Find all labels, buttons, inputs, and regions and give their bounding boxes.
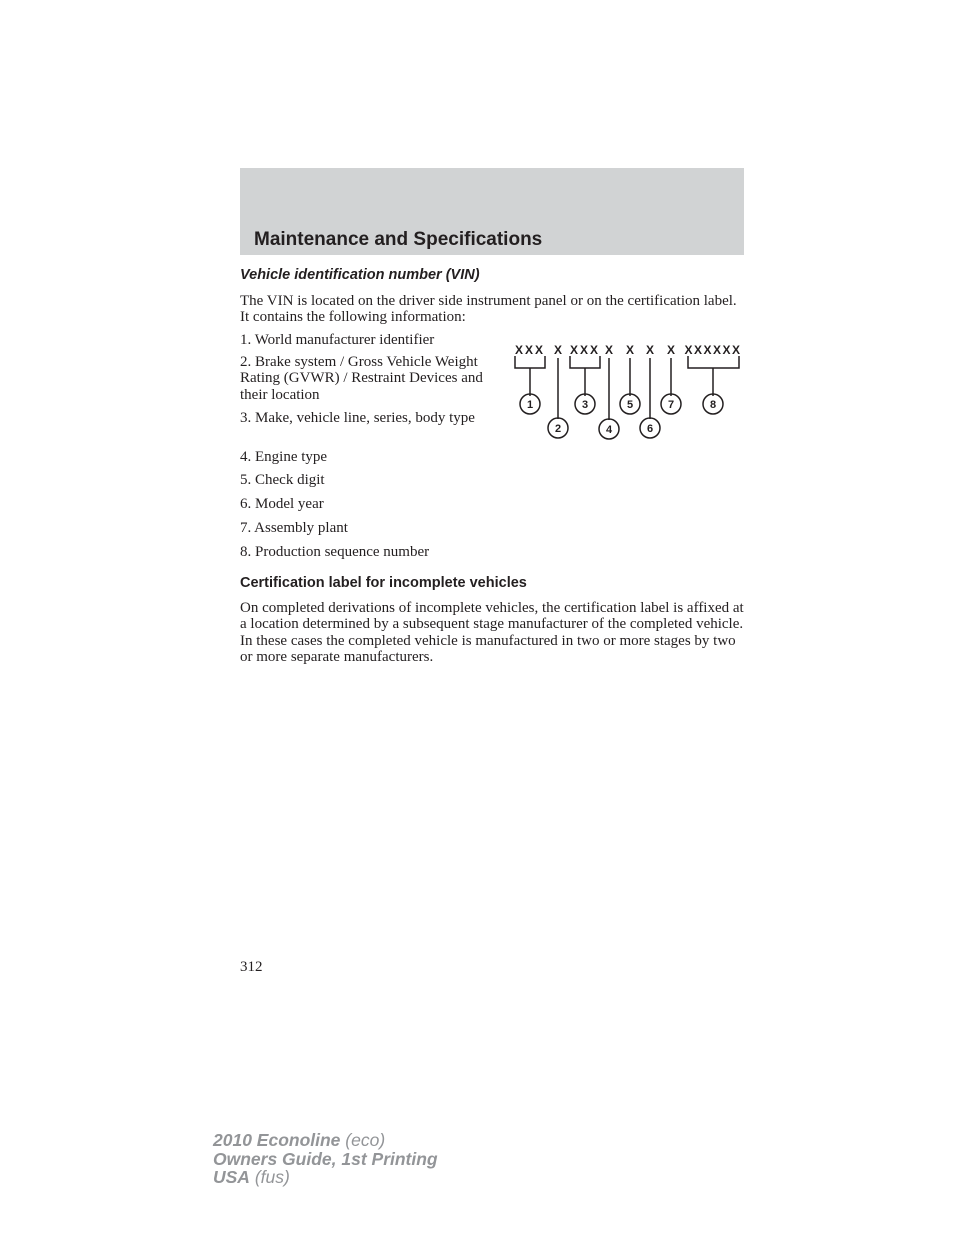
callout-4: 4 bbox=[605, 424, 613, 436]
vin-group-5: X bbox=[625, 343, 635, 357]
vin-intro-paragraph: The VIN is located on the driver side instrument panel or on the certification label. It contains the following information: bbox=[240, 293, 737, 326]
list-item: 5. Check digit bbox=[240, 472, 325, 488]
vin-group-4: X bbox=[604, 343, 614, 357]
list-item: 3. Make, vehicle line, series, body type bbox=[240, 410, 475, 426]
list-item: 4. Engine type bbox=[240, 449, 328, 465]
vin-section-title: Vehicle identification number (VIN) bbox=[240, 267, 480, 283]
footer-printing: Owners Guide, 1st Printing bbox=[213, 1148, 438, 1169]
callout-1: 1 bbox=[526, 399, 534, 411]
list-item: 6. Model year bbox=[240, 496, 324, 512]
vin-diagram bbox=[508, 336, 748, 446]
vin-group-6: X bbox=[645, 343, 655, 357]
vin-group-8: XXXXXX bbox=[684, 343, 742, 357]
vin-group-1: XXX bbox=[514, 343, 546, 357]
section-header-title: Maintenance and Specifications bbox=[254, 229, 543, 250]
footer-model-code: (eco) bbox=[345, 1130, 386, 1150]
vin-group-7: X bbox=[666, 343, 676, 357]
list-item: 7. Assembly plant bbox=[240, 520, 348, 536]
footer-imprint bbox=[213, 1131, 438, 1187]
callout-5: 5 bbox=[626, 399, 634, 411]
list-item: 8. Production sequence number bbox=[240, 544, 430, 560]
cert-section-title: Certification label for incomplete vehicles bbox=[240, 575, 527, 591]
footer-market-code: (fus) bbox=[254, 1167, 290, 1187]
callout-3: 3 bbox=[581, 399, 589, 411]
footer-market: USA bbox=[213, 1167, 250, 1187]
section-header-band bbox=[240, 168, 744, 255]
callout-6: 6 bbox=[646, 423, 654, 435]
list-item: 1. World manufacturer identifier bbox=[240, 332, 435, 348]
page-number: 312 bbox=[240, 959, 263, 975]
footer-model: 2010 Econoline bbox=[213, 1130, 341, 1150]
vin-group-2: X bbox=[553, 343, 563, 357]
callout-7: 7 bbox=[667, 399, 675, 411]
cert-body-paragraph: On completed derivations of incomplete vehicles, the certification label is affixed at a location determined by a subsequent stage manufacturer of the completed vehicle. In these cases the completed vehicle is manufactured in two or more stages by two or more separate manufacturers. bbox=[240, 600, 744, 666]
list-item: 2. Brake system / Gross Vehicle Weight Rating (GVWR) / Restraint Devices and their location bbox=[240, 354, 483, 403]
callout-8: 8 bbox=[709, 399, 717, 411]
vin-group-3: XXX bbox=[569, 343, 601, 357]
callout-2: 2 bbox=[554, 423, 562, 435]
